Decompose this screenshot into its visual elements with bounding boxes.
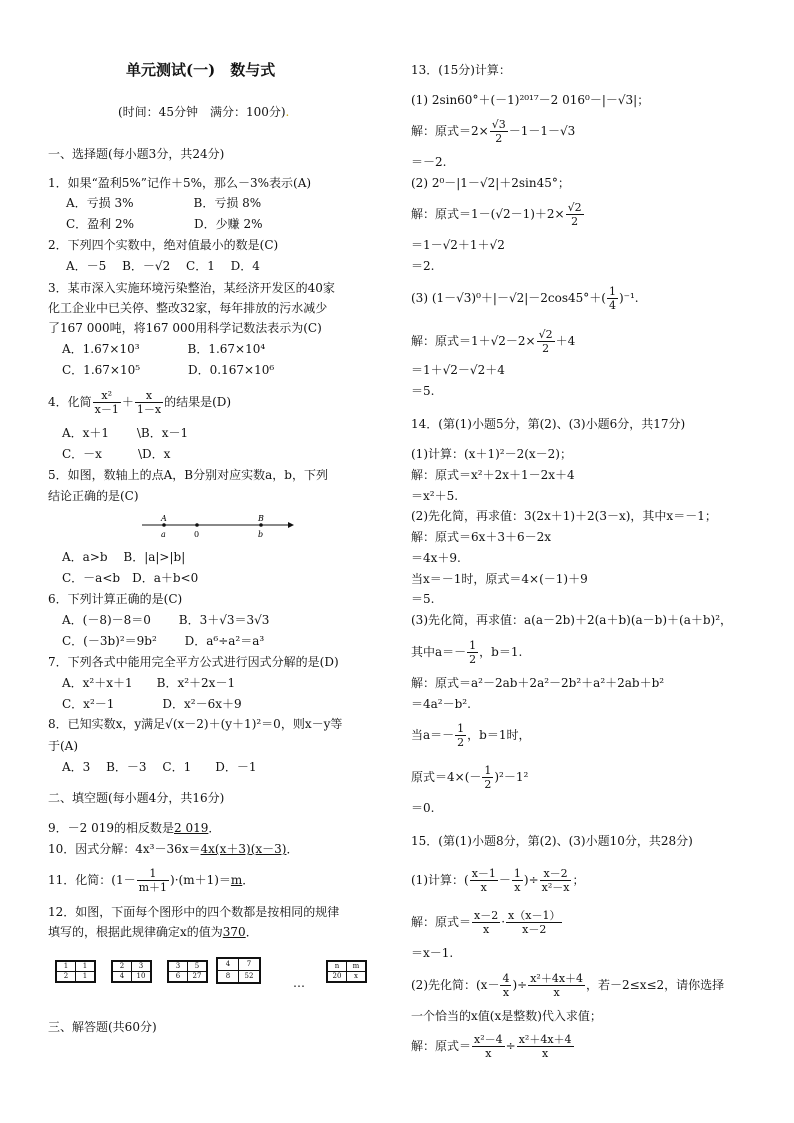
q15-2-s1-prefix: 解：原式＝ [411, 1039, 472, 1053]
q14-part-3-step-1: 解：原式＝a²－2ab＋2a²－2b²＋a²＋2ab＋b² [411, 676, 665, 690]
label-0: 0 [194, 530, 200, 539]
question-12-line-2 [48, 924, 258, 940]
point-0 [195, 523, 199, 527]
section-2-heading: 二、填空题(每小题4分，共16分) [48, 791, 225, 805]
question-3-line-1: 3．某市深入实施环境污染整治，某经济开发区的40家 [48, 281, 335, 295]
q13-part-3-step-2: ＝1＋√2－√2＋4 [411, 363, 505, 377]
q13-part-2-step-2: ＝1－√2＋1＋√2 [411, 238, 505, 252]
grid-ellipsis: … [293, 976, 305, 990]
q11-fraction: $\frac{1}{m+1}$ [138, 867, 168, 894]
q14-part-2-step-4: ＝5. [411, 592, 435, 606]
q14-part-2-step-2: ＝4x＋9. [411, 551, 461, 565]
grid-cell: 1 [76, 962, 95, 972]
q15-2-div: )÷ [512, 978, 528, 992]
question-8-options: A．3 B．－3 C．1 D．－1 [62, 760, 257, 774]
subtitle-text: (时间：45分钟 满分：100分) [118, 105, 286, 119]
q14-part-3: (3)先化简，再求值：a(a－2b)＋2(a＋b)(a－b)＋(a＋b)²， [411, 613, 733, 627]
q13-1-s1-suffix: －1－1－√3 [508, 124, 576, 138]
q15-part-1-step-2: ＝x－1. [411, 946, 454, 960]
q14-part-2-step-1: 解：原式＝6x＋3＋6－2x [411, 530, 552, 544]
q11-suffix: ． [242, 873, 255, 887]
q15-2-s1-fraction-1: $\frac{\text{x²－4}}{x}$ [474, 1033, 503, 1060]
decor-dot: . [285, 105, 290, 119]
q13-part-1-step-1 [411, 116, 575, 146]
grid-figure-4 [216, 957, 261, 984]
question-10 [48, 841, 298, 857]
grid-cell: 3 [169, 962, 188, 972]
q15-1-fraction-3: $\frac{x-2}{\text{x²－x}}$ [541, 867, 570, 894]
grid-cell: 10 [132, 972, 151, 982]
grid-cell: 1 [76, 972, 95, 982]
q15-1-s1-prefix: 解：原式＝ [411, 915, 472, 929]
q13-3-s1-fraction: $\frac{√2}{2}$ [538, 328, 553, 355]
question-7-options-cd: C．x²－1 D．x²－6x＋9 [62, 697, 242, 711]
q13-part-2: (2) 2⁰－|1－√2|＋2sin45°； [411, 176, 570, 190]
question-3-line-3: 了167 000吨，将167 000用科学记数法表示为(C) [48, 321, 322, 335]
question-4-options-cd: C．－x \D．x [62, 447, 171, 461]
q12-suffix: ． [245, 925, 258, 939]
question-12-line-1: 12．如图，下面每个图形中的四个数都是按相同的规律 [48, 905, 340, 919]
grid-cell: 8 [218, 971, 239, 983]
number-line-arrow [288, 522, 294, 528]
q14-part-3-step-2: ＝4a²－b². [411, 697, 471, 711]
q15-1-s1-fraction-2: $\frac{x(x-1)}{x-2}$ [508, 909, 561, 936]
q11-prefix: 11．化简：(1－ [48, 873, 136, 887]
q13-2-s1-fraction: $\frac{√2}{2}$ [567, 201, 582, 228]
q15-part-1 [411, 864, 585, 896]
q15-part-2-line-2: 一个恰当的x值(x是整数)代入求值； [411, 1009, 602, 1023]
q15-1-minus: － [498, 873, 511, 887]
q12-answer: 370 [222, 925, 246, 939]
grid-cell: 1 [57, 962, 76, 972]
q14-3-given-prefix: 其中a＝－ [411, 645, 467, 659]
grid-figure-1 [55, 960, 96, 983]
q15-1-prefix: (1)计算：( [411, 873, 469, 887]
grid-cell: m [347, 962, 366, 972]
q15-part-1-step-1 [411, 906, 563, 938]
grid-cell: 4 [113, 972, 132, 982]
grid-cell: 52 [239, 971, 260, 983]
grid-figure-3 [167, 960, 208, 983]
q15-1-s1-fraction-1: $\frac{x-2}{x}$ [474, 909, 499, 936]
q14-3-given-suffix: ，b＝1. [479, 645, 523, 659]
q13-3-s1-prefix: 解：原式＝1＋√2－2× [411, 334, 536, 348]
question-5-options-ab: A．a>b B．|a|>|b| [62, 550, 186, 564]
page-title: 单元测试(一) 数与式 [126, 61, 276, 79]
label-b: b [258, 530, 264, 539]
q11-mid: )·(m＋1)＝ [170, 873, 231, 887]
point-a [162, 523, 166, 527]
q15-1-div: )÷ [523, 873, 539, 887]
q15-1-fraction-1: $\frac{x-1}{x}$ [471, 867, 496, 894]
q15-part-2 [411, 969, 724, 1001]
q9-suffix: ． [208, 821, 221, 835]
page-subtitle [118, 104, 289, 120]
q13-1-s1-fraction: $\frac{√3}{2}$ [491, 118, 506, 145]
question-4-options-ab: A．x＋1 \B．x－1 [62, 426, 189, 440]
q13-3-prefix: (3) (1－√3)⁰＋|－√2|－2cos45°＋( [411, 291, 606, 305]
question-5-line-1: 5．如图，数轴上的点A，B分别对应实数a，b，下列 [48, 468, 328, 482]
q15-1-s1-dot: · [501, 915, 506, 929]
question-8-line-1: 8．已知实数x，y满足√(x－2)＋(y＋1)²＝0，则x－y等 [48, 717, 343, 731]
q14-part-3-given [411, 638, 522, 666]
q13-part-1: (1) 2sin60°＋(－1)²⁰¹⁷－2 016⁰－|－√3|； [411, 93, 650, 107]
q15-1-fraction-2: $\frac{1}{x}$ [513, 867, 521, 894]
q15-2-prefix: (2)先化简：(x－ [411, 978, 500, 992]
question-1-options-cd: C．盈利 2% D．少赚 2% [66, 217, 263, 231]
q13-part-1-step-2: ＝－2. [411, 155, 447, 169]
q14-3-s3-fraction: $\frac{1}{2}$ [457, 722, 465, 749]
q13-part-3 [411, 284, 639, 312]
q14-part-3-step-3 [411, 720, 530, 750]
q12-prefix: 填写的，根据此规律确定x的值为 [48, 925, 223, 939]
q14-part-2: (2)先化简，再求值：3(2x＋1)＋2(3－x)，其中x＝－1； [411, 509, 717, 523]
q14-part-2-step-3: 当x＝－1时，原式＝4×(－1)＋9 [411, 572, 588, 586]
question-3-options-cd: C．1.67×10⁵ D．0.167×10⁶ [62, 363, 275, 377]
q13-2-s1-prefix: 解：原式＝1－(√2－1)＋2× [411, 207, 565, 221]
q14-3-s4-fraction: $\frac{1}{2}$ [484, 764, 492, 791]
question-4 [48, 388, 231, 416]
point-b [259, 523, 263, 527]
q9-answer: 2 019 [174, 821, 209, 835]
grid-cell: 7 [239, 959, 260, 971]
q15-2-suffix: ，若－2≤x≤2，请你选择 [586, 978, 725, 992]
grid-figure-n [326, 960, 367, 983]
label-A: A [161, 514, 167, 523]
question-2: 2．下列四个实数中，绝对值最小的数是(C) [48, 238, 279, 252]
question-6-options-cd: C．(－3b)²＝9b² D．a⁶÷a²＝a³ [62, 634, 265, 648]
question-14: 14．(第(1)小题5分，第(2)、(3)小题6分，共17分) [411, 417, 686, 431]
question-2-options: A．－5 B．－√2 C．1 D．4 [66, 259, 260, 273]
question-9 [48, 820, 220, 836]
q15-2-fraction-2: $\frac{\text{x²＋4x＋4}}{x}$ [530, 972, 584, 999]
q15-2-fraction-1: $\frac{4}{x}$ [502, 972, 510, 999]
question-8-line-2: 于(A) [48, 739, 79, 753]
q13-3-suffix: )⁻¹. [618, 291, 639, 305]
q13-3-fraction: $\frac{1}{4}$ [608, 285, 616, 312]
q4-suffix: 的结果是(D) [164, 395, 232, 409]
q15-part-2-step-1 [411, 1030, 575, 1062]
grid-cell: x [347, 972, 366, 982]
grid-cell: 2 [113, 962, 132, 972]
grid-cell: 5 [188, 962, 207, 972]
question-3-line-2: 化工企业中已关停、整改32家，每年排放的污水减少 [48, 301, 328, 315]
q14-3-s3-suffix: ，b＝1时， [467, 728, 531, 742]
grid-cell: 3 [132, 962, 151, 972]
q11-answer: m [230, 873, 243, 887]
q13-3-s1-suffix: ＋4 [555, 334, 576, 348]
q9-prefix: 9．－2 019的相反数是 [48, 821, 174, 835]
q4-fraction-2: $\frac{x}{1-x}$ [136, 389, 162, 416]
q14-part-1: (1)计算：(x＋1)²－2(x－2)； [411, 447, 572, 461]
question-13: 13．(15分)计算： [411, 63, 511, 77]
question-7: 7．下列各式中能用完全平方公式进行因式分解的是(D) [48, 655, 339, 669]
q4-fraction-1: $\frac{\text{x²}}{x-1}$ [94, 389, 119, 416]
label-a: a [161, 530, 166, 539]
q14-3-s3-prefix: 当a＝－ [411, 728, 455, 742]
q14-part-1-step-1: 解：原式＝x²＋2x＋1－2x＋4 [411, 468, 575, 482]
q13-part-2-step-1 [411, 199, 585, 229]
q14-3-s4-prefix: 原式＝4×(－ [411, 770, 482, 784]
grid-cell: 20 [328, 972, 347, 982]
q14-part-3-step-5: ＝0. [411, 801, 435, 815]
question-5-options-cd: C．－a<b D．a＋b<0 [62, 571, 199, 585]
q13-part-3-step-1 [411, 326, 575, 356]
q15-2-s1-div: ÷ [505, 1039, 516, 1053]
question-6-options-ab: A．(－8)－8＝0 B．3＋√3＝3√3 [62, 613, 270, 627]
question-6: 6．下列计算正确的是(C) [48, 592, 183, 606]
q13-part-3-step-3: ＝5. [411, 384, 435, 398]
q15-1-suffix: ； [572, 873, 585, 887]
q13-part-2-step-3: ＝2. [411, 259, 435, 273]
q4-plus: ＋ [121, 395, 134, 409]
section-3-heading: 三、解答题(共60分) [48, 1020, 157, 1034]
q14-part-3-step-4 [411, 762, 528, 792]
question-1: 1．如果“盈利5%”记作＋5%，那么－3%表示(A) [48, 176, 312, 190]
grid-cell: 2 [57, 972, 76, 982]
question-15: 15．(第(1)小题8分，第(2)、(3)小题10分，共28分) [411, 834, 693, 848]
label-B: B [258, 514, 264, 523]
number-line-figure [140, 512, 300, 540]
section-1-heading: 一、选择题(每小题3分，共24分) [48, 147, 225, 161]
grid-cell: 27 [188, 972, 207, 982]
q13-1-s1-prefix: 解：原式＝2× [411, 124, 489, 138]
question-11 [48, 866, 254, 894]
grid-cell: 6 [169, 972, 188, 982]
question-3-options-ab: A．1.67×10³ B．1.67×10⁴ [62, 342, 266, 356]
grid-cell: 4 [218, 959, 239, 971]
q10-suffix: ． [286, 842, 299, 856]
q14-3-s4-suffix: )²－1² [494, 770, 529, 784]
q10-prefix: 10．因式分解：4x³－36x＝ [48, 842, 201, 856]
question-5-line-2: 结论正确的是(C) [48, 489, 139, 503]
grid-figure-2 [111, 960, 152, 983]
q15-2-s1-fraction-2: $\frac{\text{x²＋4x＋4}}{x}$ [518, 1033, 572, 1060]
q14-part-1-step-2: ＝x²＋5. [411, 489, 459, 503]
grid-cell: n [328, 962, 347, 972]
q4-prefix: 4．化简 [48, 395, 92, 409]
question-1-options-ab: A．亏损 3% B．亏损 8% [66, 196, 262, 210]
q14-3-given-fraction: $\frac{1}{2}$ [469, 639, 477, 666]
q10-answer: 4x(x＋3)(x－3) [200, 842, 287, 856]
question-7-options-ab: A．x²＋x＋1 B．x²＋2x－1 [62, 676, 236, 690]
